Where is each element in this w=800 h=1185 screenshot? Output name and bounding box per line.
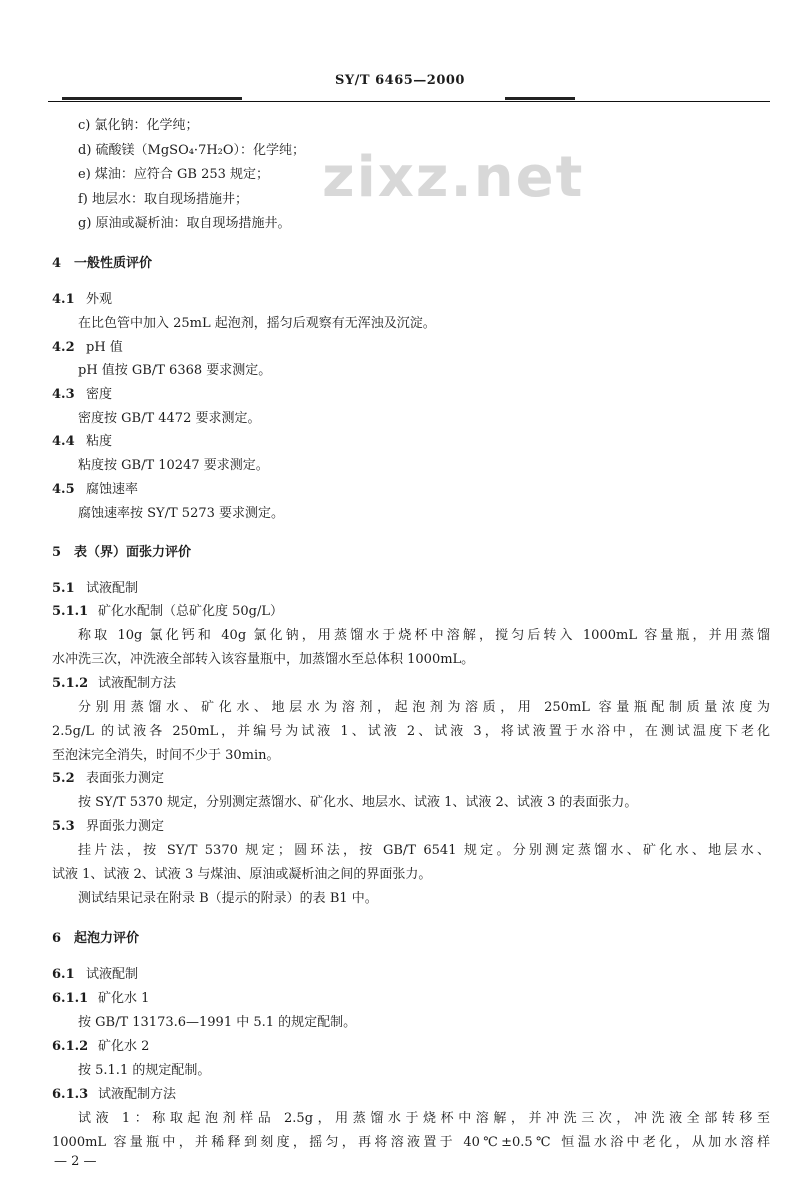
paragraph-line: 腐蚀速率按 SY/T 5273 要求测定。 (78, 506, 285, 521)
subsection-heading: 5.1.1 矿化水配制（总矿化度 50g/L） (52, 604, 284, 619)
list-item: e) 煤油：应符合 GB 253 规定； (78, 167, 270, 182)
subsection-heading: 5.2 表面张力测定 (52, 771, 165, 786)
list-item: g) 原油或凝析油：取自现场措施井。 (78, 216, 291, 231)
paragraph-line: 粘度按 GB/T 10247 要求测定。 (78, 458, 269, 473)
subsection-heading: 4.4 粘度 (52, 434, 113, 449)
subsection-heading: 4.3 密度 (52, 387, 113, 402)
paragraph-line: 1000mL 容量瓶中，并稀释到刻度，摇匀，再将溶液置于 40℃±0.5℃ 恒温水浴中老化，从加水溶样 (52, 1135, 770, 1150)
subsection-heading: 4.1 外观 (52, 292, 113, 307)
paragraph-line: 按 SY/T 5370 规定，分别测定蒸馏水、矿化水、地层水、试液 1、试液 2、试液 3 的表面张力。 (78, 795, 638, 810)
paragraph-line: 挂片法，按 SY/T 5370 规定；圆环法，按 GB/T 6541 规定。分别测定蒸馏水、矿化水、地层水、 (78, 843, 770, 858)
list-item: d) 硫酸镁（MgSO₄·7H₂O）：化学纯； (78, 143, 306, 158)
paragraph-line: pH 值按 GB/T 6368 要求测定。 (78, 363, 272, 378)
subsection-heading: 4.2 pH 值 (52, 340, 123, 355)
page-number: — 2 — (54, 1154, 97, 1169)
paragraph-line: 试液 1、试液 2、试液 3 与煤油、原油或凝析油之间的界面张力。 (52, 867, 432, 882)
section-heading: 6 起泡力评价 (52, 931, 140, 946)
section-heading: 4 一般性质评价 (52, 256, 153, 271)
paragraph-line: 按 5.1.1 的规定配制。 (78, 1063, 211, 1078)
subsection-heading: 6.1.1 矿化水 1 (52, 991, 150, 1006)
paragraph-line: 按 GB/T 13173.6—1991 中 5.1 的规定配制。 (78, 1015, 357, 1030)
paragraph-line: 测试结果记录在附录 B（提示的附录）的表 B1 中。 (78, 891, 378, 906)
paragraph-line: 在比色管中加入 25mL 起泡剂，摇匀后观察有无浑浊及沉淀。 (78, 316, 436, 331)
list-item: c) 氯化钠：化学纯； (78, 118, 199, 133)
subsection-heading: 6.1.3 试液配制方法 (52, 1087, 177, 1102)
subsection-heading: 5.1 试液配制 (52, 581, 139, 596)
page-header: SY/T 6465—2000 (335, 73, 465, 88)
paragraph-line: 分别用蒸馏水、矿化水、地层水为溶剂，起泡剂为溶质，用 250mL 容量瓶配制质量浓度为 (78, 700, 770, 715)
paragraph-line: 水冲洗三次，冲洗液全部转入该容量瓶中，加蒸馏水至总体积 1000mL。 (52, 652, 475, 667)
subsection-heading: 6.1 试液配制 (52, 967, 139, 982)
subsection-heading: 6.1.2 矿化水 2 (52, 1039, 150, 1054)
subsection-heading: 4.5 腐蚀速率 (52, 482, 139, 497)
header-rule (48, 101, 770, 102)
paragraph-line: 称取 10g 氯化钙和 40g 氯化钠，用蒸馏水于烧杯中溶解，搅匀后转入 1000mL 容量瓶，并用蒸馏 (78, 628, 770, 643)
list-item: f) 地层水：取自现场措施井； (78, 192, 249, 207)
subsection-heading: 5.1.2 试液配制方法 (52, 676, 177, 691)
section-heading: 5 表（界）面张力评价 (52, 545, 192, 560)
header-rule-mark-left (62, 97, 242, 100)
paragraph-line: 密度按 GB/T 4472 要求测定。 (78, 411, 261, 426)
header-rule-mark-right (505, 97, 575, 100)
watermark: zixz.net (322, 145, 585, 210)
paragraph-line: 至泡沫完全消失，时间不少于 30min。 (52, 748, 280, 763)
paragraph-line: 2.5g/L 的试液各 250mL，并编号为试液 1、试液 2、试液 3，将试液置于水浴中，在测试温度下老化 (52, 724, 770, 739)
subsection-heading: 5.3 界面张力测定 (52, 819, 165, 834)
paragraph-line: 试液 1：称取起泡剂样品 2.5g，用蒸馏水于烧杯中溶解，并冲洗三次，冲洗液全部转移至 (78, 1111, 770, 1126)
